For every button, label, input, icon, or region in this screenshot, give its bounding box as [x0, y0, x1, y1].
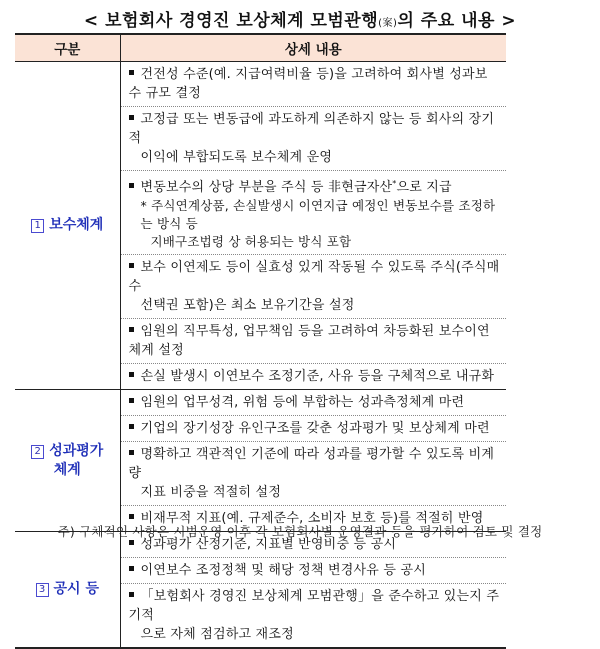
- list-item: [120, 390, 506, 416]
- item-text: 임원의 직무특성, 업무책임 등을 고려하여 차등화된 보수이연체계 설정: [128, 324, 490, 358]
- item-text: 건전성 수준(예. 지급여력비율 등)을 고려하여 회사별 성과보수 규모 결정: [128, 67, 488, 101]
- list-item: [120, 416, 506, 442]
- item-text-continued: 선택권 포함)은 최소 보유기간을 설정: [140, 298, 355, 313]
- item-text-end: 으로 지급: [396, 180, 452, 195]
- list-item: [120, 319, 506, 364]
- category-disclosure: [15, 532, 120, 649]
- list-item: [120, 255, 506, 319]
- square-bullet-icon: [129, 540, 134, 545]
- list-item: [120, 442, 506, 506]
- list-item: [120, 558, 506, 584]
- square-bullet-icon: [129, 514, 134, 519]
- square-bullet-icon: [129, 263, 134, 268]
- title-draft-mark: (案): [378, 18, 398, 29]
- item-text: 변동보수의 상당 부분을 주식 등 非현금자산: [140, 180, 393, 195]
- item-text: 「보험회사 경영진 보상체계 모범관행」을 준수하고 있는지 주기적: [128, 589, 500, 623]
- item-note: [129, 197, 501, 251]
- number-box-icon: 3: [36, 583, 49, 597]
- title-main: < 보험회사 경영진 보상체계 모범관행: [83, 11, 379, 31]
- document-title: [0, 6, 600, 31]
- table-header-row: [15, 34, 506, 62]
- item-text-continued: 으로 자체 점검하고 재조정: [140, 627, 294, 642]
- compensation-guideline-table: [15, 33, 506, 649]
- table-row: [15, 62, 506, 107]
- list-item: [120, 171, 506, 255]
- category-performance-evaluation: [15, 390, 120, 532]
- square-bullet-icon: [129, 70, 134, 75]
- item-text: 고정급 또는 변동급에 과도하게 의존하지 않는 등 회사의 장기적: [128, 112, 495, 146]
- header-category: 구분: [15, 34, 120, 62]
- footnote: 주) 구체적인 사항은 시범운영 이후 각 보험회사별 운영결과 등을 평가하여 검토 및 결정: [57, 524, 543, 539]
- title-suffix: 의 주요 내용 >: [397, 11, 517, 31]
- list-item: [120, 584, 506, 649]
- category-label: 보수체계: [49, 217, 104, 233]
- square-bullet-icon: [129, 327, 134, 332]
- item-text: 임원의 업무성격, 위험 등에 부합하는 성과측정체계 마련: [140, 395, 465, 410]
- square-bullet-icon: [129, 115, 134, 120]
- category-label: 공시 등: [53, 581, 99, 597]
- category-label: 성과평가: [49, 442, 104, 459]
- number-box-icon: 2: [31, 445, 44, 459]
- item-text-continued: 이익에 부합되도록 보수체계 운영: [140, 150, 333, 165]
- square-bullet-icon: [129, 372, 134, 377]
- item-text: 이연보수 조정정책 및 해당 정책 변경사유 등 공시: [140, 563, 426, 578]
- list-item: [120, 62, 506, 107]
- item-text: 보수 이연제도 등이 실효성 있게 작동될 수 있도록 주식(주식매수: [128, 260, 500, 294]
- number-box-icon: 1: [31, 219, 44, 233]
- square-bullet-icon: [129, 566, 134, 571]
- note-text: * 주식연계상품, 손실발생시 이연지급 예정인 변동보수를 조정하는 방식 등: [140, 198, 496, 231]
- square-bullet-icon: [129, 183, 134, 188]
- square-bullet-icon: [129, 424, 134, 429]
- item-text: 손실 발생시 이연보수 조정기준, 사유 등을 구체적으로 내규화: [140, 369, 495, 384]
- item-text: 기업의 장기성장 유인구조를 갖춘 성과평가 및 보상체계 마련: [140, 421, 490, 436]
- asterisk-mark: *: [392, 179, 397, 188]
- category-compensation-system: [15, 62, 120, 390]
- note-text-continued: 지배구조법령 상 허용되는 방식 포함: [150, 234, 352, 249]
- item-text: 비재무적 지표(예. 규제준수, 소비자 보호 등)를 적절히 반영: [140, 511, 484, 526]
- square-bullet-icon: [129, 592, 134, 597]
- header-details: 상세 내용: [120, 34, 506, 62]
- list-item: [120, 364, 506, 390]
- square-bullet-icon: [129, 450, 134, 455]
- item-text: 성과평가 산정기준, 지표별 반영비중 등 공시: [140, 537, 397, 552]
- list-item: [120, 107, 506, 171]
- category-label-line2: 체계: [53, 461, 81, 478]
- square-bullet-icon: [129, 398, 134, 403]
- item-text: 명확하고 객관적인 기준에 따라 성과를 평가할 수 있도록 비계량: [128, 447, 495, 481]
- table-row: [15, 390, 506, 416]
- item-text-continued: 지표 비중을 적절히 설정: [140, 485, 282, 500]
